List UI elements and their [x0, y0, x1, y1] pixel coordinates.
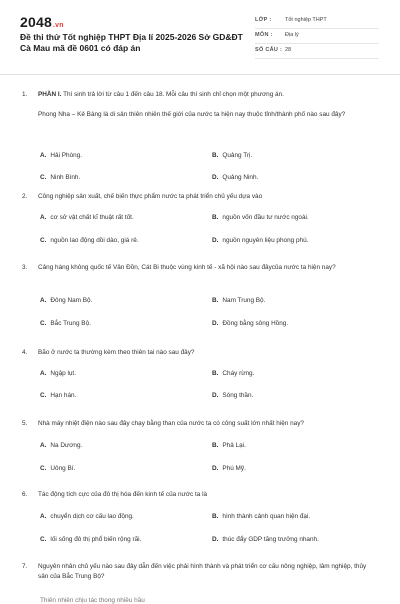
option-b[interactable]: B. Cháy rừng.: [212, 370, 255, 377]
option-b[interactable]: B. nguồn vốn đầu tư nước ngoài.: [212, 214, 309, 221]
document-title: Đề thi thử Tốt nghiệp THPT Địa lí 2025-2026 Sở GD&ĐT Cà Mau mã đề 0601 có đáp án: [20, 32, 243, 53]
option-c[interactable]: C. Bắc Trung Bộ.: [40, 320, 91, 327]
question-number: 3.: [22, 264, 28, 271]
option-a[interactable]: A. Ngập lụt.: [40, 370, 76, 377]
option-d[interactable]: D. Sóng thần.: [212, 392, 254, 399]
question-intro: PHẦN I. Thí sinh trả lời từ câu 1 đến câu 18. Mỗi câu thí sinh chỉ chọn một phương án.: [38, 91, 284, 98]
question-text: Phong Nha – Kẻ Bàng là di sản thiên nhiên thế giới của nước ta hiện nay thuộc tỉnh/thành phố nào sau đây?: [38, 111, 346, 118]
option-c[interactable]: C. nguồn lao động dồi dào, giá rẻ.: [40, 237, 139, 244]
option-c[interactable]: C. Uông Bí.: [40, 465, 76, 472]
info-row-class: [255, 14, 379, 29]
info-row-count: [255, 44, 379, 59]
option-d[interactable]: D. Quảng Ninh.: [212, 174, 259, 181]
option-a[interactable]: A. chuyển dịch cơ cấu lao động.: [40, 513, 134, 520]
option-a[interactable]: A. Hải Phòng.: [40, 152, 83, 159]
page-header: [0, 0, 400, 75]
question-number: 6.: [22, 491, 28, 498]
option-d[interactable]: D. thúc đẩy GDP tăng trưởng nhanh.: [212, 536, 319, 543]
option-d[interactable]: D. nguồn nguyên liệu phong phú.: [212, 237, 309, 244]
question-text: Nguyên nhân chủ yếu nào sau đây dẫn đến việc phải hình thành và phát triển cơ cấu nông nghiệp, lâm nghiệp, thủy sản của Bắc Trung Bộ?: [38, 563, 367, 580]
option-b[interactable]: B. Nam Trung Bộ.: [212, 297, 266, 304]
info-value: Địa lý: [285, 32, 299, 38]
option-c[interactable]: C. lối sống đô thị phổ biến rộng rãi.: [40, 536, 142, 543]
option-b[interactable]: B. Phả Lại.: [212, 442, 246, 449]
question-text: Nhà máy nhiệt điện nào sau đây chạy bằng than của nước ta có công suất lớn nhất hiện nay?: [38, 420, 304, 427]
question-number: 1.: [22, 91, 28, 98]
option-c[interactable]: C. Hạn hán.: [40, 392, 77, 399]
info-row-subject: [255, 29, 379, 44]
option-d[interactable]: D. Phú Mỹ.: [212, 465, 246, 472]
option-d[interactable]: D. Đồng bằng sông Hồng.: [212, 320, 289, 327]
option-b[interactable]: B. Quảng Trị.: [212, 152, 253, 159]
question-number: 5.: [22, 420, 28, 427]
info-label: LỚP :: [255, 17, 272, 23]
option-a[interactable]: A. Đông Nam Bộ.: [40, 297, 93, 304]
info-value: Tốt nghiệp THPT: [285, 17, 327, 23]
info-label: SỐ CÂU :: [255, 47, 283, 53]
question-text: Công nghiệp sản xuất, chế biến thực phẩm nước ta phát triển chủ yếu dựa vào: [38, 193, 263, 200]
info-label: MÔN :: [255, 32, 273, 38]
question-text: Tác động tích cực của đô thị hóa đến kinh tế của nước ta là: [38, 491, 208, 498]
info-value: 28: [285, 47, 292, 53]
option-b[interactable]: B. hình thành cảnh quan hiện đại.: [212, 513, 311, 520]
site-logo[interactable]: 2048.vn: [20, 14, 64, 30]
question-text: Bão ở nước ta thường kèm theo thiên tai nào sau đây?: [38, 349, 195, 356]
option-c[interactable]: C. Ninh Bình.: [40, 174, 81, 181]
cut-off-text: Thiên nhiên chịu tác thong nhiều hầu: [40, 597, 145, 604]
option-a[interactable]: A. cơ sở vật chất kĩ thuật rất tốt.: [40, 214, 134, 221]
option-a[interactable]: A. Na Dương.: [40, 442, 83, 449]
question-number: 4.: [22, 349, 28, 356]
question-number: 2.: [22, 193, 28, 200]
question-number: 7.: [22, 563, 28, 570]
question-text: Cảng hàng không quốc tế Vân Đồn, Cát Bi thuộc vùng kinh tế - xã hội nào sau đâycủa nước ta hiện nay?: [38, 264, 336, 271]
